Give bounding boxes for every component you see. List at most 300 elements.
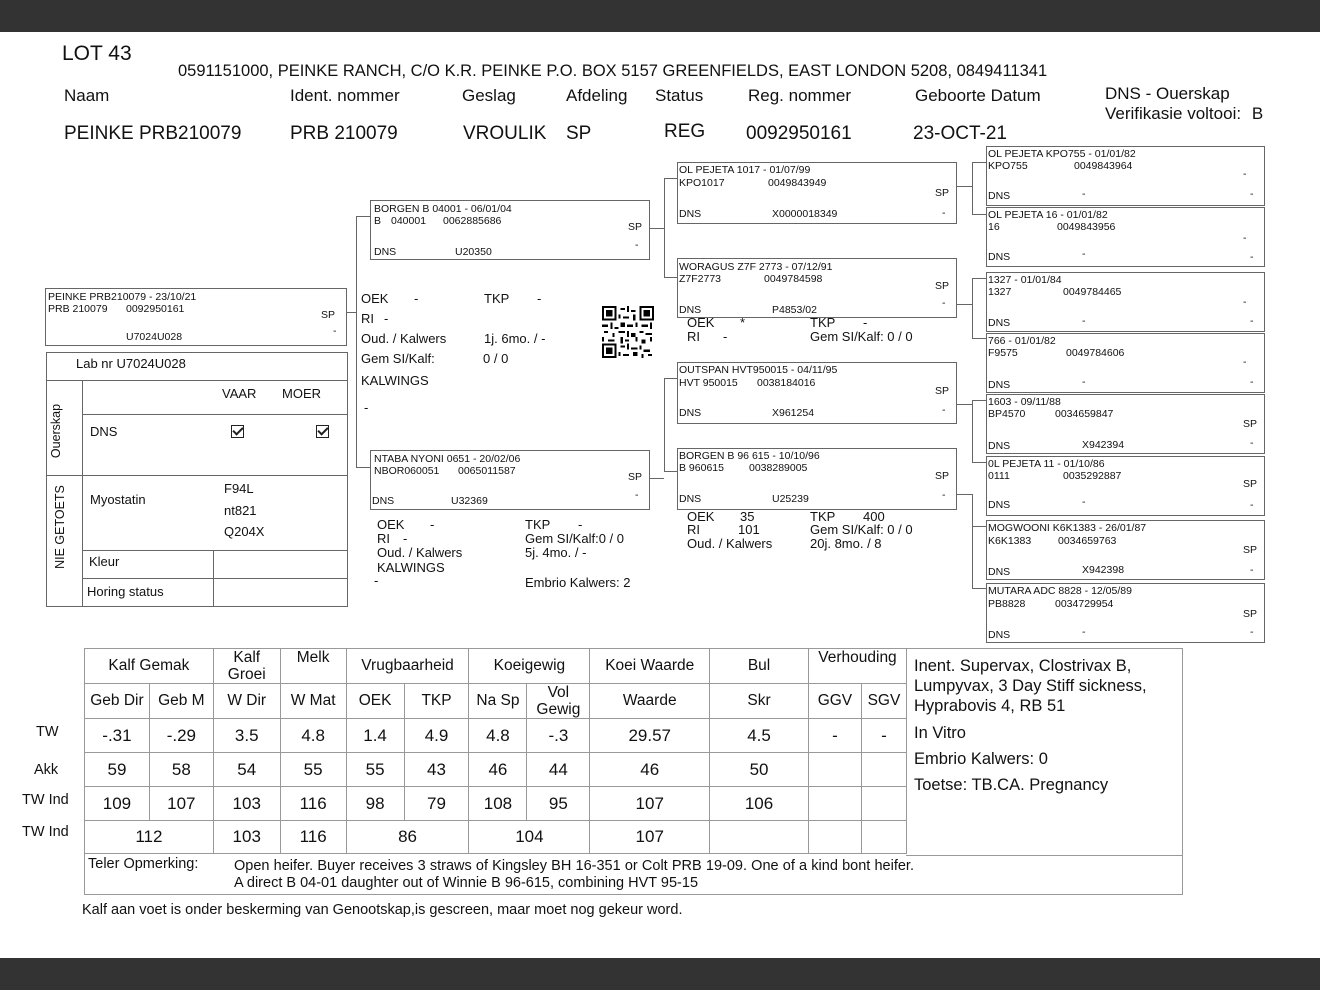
row-label-tw: TW (36, 724, 59, 740)
akk-cell: 46 (469, 753, 527, 787)
sub-tkp: TKP (404, 684, 469, 719)
group-kalf-gemak: Kalf Gemak (85, 649, 214, 684)
ggp-title: OL PEJETA 16 - 01/01/82 (988, 209, 1108, 221)
twind-cell: 79 (404, 787, 469, 821)
gp-reg: 0038184016 (757, 377, 816, 389)
akk-cell (861, 753, 906, 787)
sire-dns: DNS (374, 246, 397, 258)
gp4-oek-value: 35 (740, 509, 755, 524)
bottom-bar (0, 958, 1320, 990)
gp2-ri-value: - (723, 329, 728, 344)
gp2-gem: Gem SI/Kalf: 0 / 0 (810, 329, 913, 344)
dam-ri: RI (377, 531, 390, 546)
toetse-note: Toetse: TB.CA. Pregnancy (914, 776, 1109, 794)
connector-line (955, 494, 972, 495)
ggp-dash2: - (1250, 376, 1254, 388)
sire-title: BORGEN B 04001 - 06/01/04 (374, 203, 512, 215)
lab-vaar: VAAR (222, 386, 257, 401)
gp2-tkp-value: - (863, 315, 868, 330)
tw-cell: 4.8 (469, 719, 527, 753)
gp-reg: 0049784598 (764, 273, 823, 285)
dam-oek: OEK (377, 517, 405, 532)
connector-line (972, 278, 986, 279)
embrio-note: Embrio Kalwers: 0 (914, 750, 1048, 768)
gp-box-2 (677, 258, 957, 318)
connector-line (648, 478, 664, 479)
ggp-dns: DNS (988, 566, 1011, 578)
ggp-ident: BP4570 (988, 408, 1026, 420)
sub-ggv: GGV (808, 684, 861, 719)
akk-cell: 54 (213, 753, 280, 787)
footer-note: Kalf aan voet is onder beskerming van Genootskap,is gescreen, maar moet nog gekeur word. (82, 902, 683, 918)
ggp-code: - (1082, 315, 1086, 327)
dam-ident: NBOR060051 (374, 465, 440, 477)
ggp-code: X942394 (1082, 439, 1125, 451)
ggp-ident: F9575 (988, 347, 1018, 359)
ggp-dns: DNS (988, 379, 1011, 391)
connector-line (972, 588, 986, 589)
connector-line (664, 277, 677, 278)
connector-line (972, 214, 986, 215)
dam-kalwings: KALWINGS (377, 560, 445, 575)
ggp-box-5 (986, 394, 1265, 454)
sire-ident-a: B (374, 215, 382, 227)
akk-cell: 43 (404, 753, 469, 787)
dam-dns: DNS (372, 495, 395, 507)
ggp-ident: 0111 (988, 470, 1010, 482)
ggp-dash2: - (1250, 437, 1254, 449)
connector-line (955, 186, 972, 187)
group-vrugbaarheid: Vrugbaarheid (346, 649, 469, 684)
gp4-tkp-value: 400 (863, 509, 885, 524)
ggp-code: X942398 (1082, 564, 1125, 576)
animal-ident: PRB 210079 (48, 303, 108, 315)
animal-box (45, 288, 347, 346)
ggp-ident: 1327 (988, 286, 1012, 298)
twind-cell: 107 (590, 787, 710, 821)
tw-cell: 4.8 (280, 719, 346, 753)
ggp-dash2: - (1250, 499, 1254, 511)
tw-cell: 1.4 (346, 719, 404, 753)
dam-kalwings-value: - (374, 573, 379, 588)
twind2-cell: 103 (213, 821, 280, 854)
ggp-reg: 0049843964 (1074, 160, 1133, 172)
group-verhouding: Verhouding (808, 649, 906, 684)
gp-box-1 (677, 162, 957, 224)
gp4-oud-value: 20j. 8mo. / 8 (810, 536, 882, 551)
inent-note: Inent. Supervax, Clostrivax B, Lumpyvax, 3 Day Stiff sickness, Hyprabovis 4, RB 51 (914, 657, 1147, 715)
gp-sp: SP (935, 385, 950, 397)
twind-cell: 116 (280, 787, 346, 821)
akk-cell: 44 (527, 753, 590, 787)
sire-kalwings: KALWINGS (361, 373, 429, 388)
gp-sp: SP (935, 187, 950, 199)
connector-line (664, 378, 665, 472)
ggp-title: 1327 - 01/01/84 (988, 274, 1062, 286)
connector-line (972, 400, 973, 462)
connector-line (955, 304, 972, 305)
row-label-akk: Akk (34, 762, 59, 778)
ggp-box-1 (986, 146, 1265, 206)
moer-check-icon (316, 425, 329, 438)
value-ident: PRB 210079 (290, 123, 398, 144)
row-label-twind: TW Ind (22, 792, 69, 808)
gp-title: WORAGUS Z7F 2773 - 07/12/91 (679, 261, 833, 273)
connector-line (664, 178, 677, 179)
tw-cell: -.31 (85, 719, 150, 753)
header-ident: Ident. nommer (290, 86, 400, 105)
owner-address: 0591151000, PEINKE RANCH, C/O K.R. PEINKE P.O. BOX 5157 GREENFIELDS, EAST LONDON 5208, 0849411341 (178, 62, 1048, 80)
group-melk: Melk (280, 649, 346, 684)
value-status: REG (664, 121, 706, 142)
sire-tkp: TKP (484, 291, 510, 306)
lab-divider (83, 550, 347, 551)
gp-ident: HVT 950015 (679, 377, 738, 389)
dam-code: U32369 (451, 495, 488, 507)
qr-code (600, 306, 656, 358)
gp2-tkp: TKP (810, 315, 836, 330)
twind-cell: 109 (85, 787, 150, 821)
ggp-reg: 0034659847 (1055, 408, 1114, 420)
dam-dash: - (635, 489, 639, 501)
group-kalf-groei: Kalf Groei (213, 649, 280, 684)
twind2-cell (808, 821, 861, 854)
connector-line (972, 526, 986, 527)
tw-cell: - (861, 719, 906, 753)
connector-line (356, 216, 357, 468)
myostatin-value-2: nt821 (224, 503, 257, 518)
ggp-title: 766 - 01/01/82 (988, 335, 1056, 347)
lab-kleur: Kleur (89, 554, 120, 569)
twind2-cell (861, 821, 906, 854)
performance-table (84, 648, 907, 854)
gp4-ri: RI (687, 522, 700, 537)
ggp-reg: 0034729954 (1055, 598, 1114, 610)
twind-cell: 98 (346, 787, 404, 821)
animal-code: U7024U028 (126, 331, 183, 343)
dam-tkp: TKP (525, 517, 551, 532)
gp-dash: - (942, 207, 946, 219)
row-label-twind-2: TW Ind (22, 824, 69, 840)
ggp-dash2: - (1250, 251, 1254, 263)
ggp-ident: K6K1383 (988, 535, 1032, 547)
gp-dash: - (942, 489, 946, 501)
gp-title: OL PEJETA 1017 - 01/07/99 (679, 164, 811, 176)
ggp-dash2: - (1250, 188, 1254, 200)
sire-gem: Gem SI/Kalf: (361, 351, 435, 366)
gp-title: OUTSPAN HVT950015 - 04/11/95 (679, 364, 838, 376)
dam-embrio: Embrio Kalwers: 2 (525, 575, 631, 590)
dam-title: NTABA NYONI 0651 - 20/02/06 (374, 453, 521, 465)
ggp-dns: DNS (988, 629, 1011, 641)
group-koeigewig: Koeigewig (469, 649, 590, 684)
tw-cell: 4.5 (710, 719, 809, 753)
twind-cell: 107 (149, 787, 213, 821)
lab-number: Lab nr U7024U028 (76, 356, 186, 371)
connector-line (356, 216, 370, 217)
vitro-note: In Vitro (914, 724, 966, 742)
animal-title: PEINKE PRB210079 - 23/10/21 (48, 291, 197, 303)
ggp-sp: SP (1243, 608, 1258, 620)
akk-cell: 55 (346, 753, 404, 787)
sire-ri-value: - (384, 311, 389, 326)
sire-oek-value: - (414, 291, 419, 306)
sub-na-sp: Na Sp (469, 684, 527, 719)
gp-box-3 (677, 362, 957, 424)
value-reg: 0092950161 (746, 123, 852, 144)
sub-geb-dir: Geb Dir (85, 684, 150, 719)
gp4-tkp: TKP (810, 509, 836, 524)
ggp-title: MUTARA ADC 8828 - 12/05/89 (988, 585, 1132, 597)
lab-divider (47, 475, 347, 476)
sire-box (370, 200, 650, 260)
tw-cell: -.3 (527, 719, 590, 753)
gp4-gem: Gem SI/Kalf: 0 / 0 (810, 522, 913, 537)
ggp-dash: - (1243, 232, 1247, 244)
ggp-box-8 (986, 583, 1265, 643)
header-geslag: Geslag (462, 86, 516, 105)
ggp-sp: SP (1243, 478, 1258, 490)
gp-reg: 0038289005 (749, 462, 808, 474)
akk-cell (808, 753, 861, 787)
lab-divider (83, 414, 347, 415)
ggp-box-7 (986, 520, 1265, 580)
gp2-oek-value: * (740, 315, 746, 330)
header-reg: Reg. nommer (748, 86, 851, 105)
connector-line (955, 404, 972, 405)
connector-line (972, 338, 986, 339)
connector-line (664, 178, 665, 278)
twind-cell: 106 (710, 787, 809, 821)
sire-kalwings-value: - (364, 400, 369, 415)
twind-cell: 103 (213, 787, 280, 821)
ggp-dash: - (1243, 168, 1247, 180)
connector-line (346, 312, 356, 313)
ggp-reg: 0049843956 (1057, 221, 1116, 233)
ggp-code: - (1082, 496, 1086, 508)
lab-nie-getoets: NIE GETOETS (53, 485, 67, 569)
ggp-box-6 (986, 456, 1265, 516)
dam-sp: SP (628, 471, 643, 483)
gp-code: X961254 (772, 407, 815, 419)
dam-reg: 0065011587 (458, 465, 516, 477)
ggp-reg: 0049784465 (1063, 286, 1122, 298)
ggp-ident: 16 (988, 221, 1000, 233)
tw-cell: - (808, 719, 861, 753)
sub-sgv: SGV (861, 684, 906, 719)
sub-oek: OEK (346, 684, 404, 719)
sire-dash: - (635, 239, 639, 251)
ggp-title: 0L PEJETA 11 - 01/10/86 (988, 458, 1105, 470)
twind2-cell: 107 (590, 821, 710, 854)
tw-cell: 29.57 (590, 719, 710, 753)
gp-sp: SP (935, 470, 950, 482)
ggp-dns: DNS (988, 251, 1011, 263)
gp-code: P4853/02 (772, 304, 817, 316)
connector-line (972, 462, 986, 463)
animal-dash: - (333, 325, 337, 337)
ggp-title: MOGWOONI K6K1383 - 26/01/87 (988, 522, 1147, 534)
twind-cell (861, 787, 906, 821)
header-verifikasie (1105, 104, 1263, 124)
ggp-code: - (1082, 626, 1086, 638)
ggp-dash2: - (1250, 564, 1254, 576)
gp-dns: DNS (679, 304, 702, 316)
twind2-cell: 116 (280, 821, 346, 854)
ggp-ident: KPO755 (988, 160, 1028, 172)
gp-dash: - (942, 404, 946, 416)
gp-dns: DNS (679, 208, 702, 220)
gp4-oud: Oud. / Kalwers (687, 536, 773, 551)
sub-geb-m: Geb M (149, 684, 213, 719)
connector-line (664, 378, 677, 379)
gp-code: X0000018349 (772, 208, 838, 220)
lab-divider (47, 380, 347, 381)
ggp-dash2: - (1250, 626, 1254, 638)
sire-tkp-value: - (537, 291, 542, 306)
lab-moer: MOER (282, 386, 321, 401)
dam-oek-value: - (430, 517, 435, 532)
connector-line (648, 228, 664, 229)
ggp-reg: 0035292887 (1063, 470, 1122, 482)
group-bul: Bul (710, 649, 809, 684)
sire-ri: RI (361, 311, 374, 326)
value-naam: PEINKE PRB210079 (64, 123, 242, 144)
vaar-check-icon (231, 425, 244, 438)
lab-divider (83, 578, 347, 579)
ggp-reg: 0049784606 (1066, 347, 1125, 359)
ggp-dash2: - (1250, 315, 1254, 327)
tw-cell: -.29 (149, 719, 213, 753)
connector-line (972, 162, 973, 214)
header-afdeling: Afdeling (566, 86, 628, 105)
ggp-title: 1603 - 09/11/88 (988, 396, 1061, 408)
lab-horing: Horing status (87, 584, 164, 599)
sub-vol-gewig: Vol Gewig (527, 684, 590, 719)
akk-cell: 50 (710, 753, 809, 787)
lab-ouerskap: Ouerskap (49, 403, 63, 459)
sire-reg: 0062885686 (443, 215, 502, 227)
group-koei-waarde: Koei Waarde (590, 649, 710, 684)
tw-cell: 3.5 (213, 719, 280, 753)
teler-label: Teler Opmerking: (88, 856, 199, 872)
gp-code: U25239 (772, 493, 809, 505)
animal-reg: 0092950161 (126, 303, 185, 315)
connector-line (972, 162, 986, 163)
header-dns: DNS - Ouerskap (1105, 84, 1230, 103)
verifikasie-value: B (1251, 104, 1264, 123)
akk-cell: 46 (590, 753, 710, 787)
gp-dns: DNS (679, 407, 702, 419)
sire-code: U20350 (455, 246, 492, 258)
akk-cell: 59 (85, 753, 150, 787)
myostatin-value-3: Q204X (224, 524, 265, 539)
dam-gem: Gem SI/Kalf:0 / 0 (525, 531, 624, 546)
ggp-dns: DNS (988, 317, 1011, 329)
akk-cell: 55 (280, 753, 346, 787)
value-geboorte: 23-OCT-21 (913, 123, 1007, 144)
sub-w-mat: W Mat (280, 684, 346, 719)
ggp-code: - (1082, 248, 1086, 260)
header-naam: Naam (64, 86, 110, 105)
sire-sp: SP (628, 221, 643, 233)
ggp-dash: - (1243, 356, 1247, 368)
twind-cell (808, 787, 861, 821)
ggp-dns: DNS (988, 190, 1011, 202)
twind-cell: 95 (527, 787, 590, 821)
value-afdeling: SP (566, 123, 592, 144)
sub-waarde: Waarde (590, 684, 710, 719)
dam-box (370, 450, 650, 510)
gp4-oek: OEK (687, 509, 715, 524)
connector-line (664, 471, 677, 472)
ggp-reg: 0034659763 (1058, 535, 1117, 547)
sire-oud: Oud. / Kalwers (361, 331, 447, 346)
ggp-sp: SP (1243, 418, 1258, 430)
top-bar (0, 0, 1320, 32)
twind2-cell: 86 (346, 821, 469, 854)
sire-oek: OEK (361, 291, 389, 306)
connector-line (972, 400, 986, 401)
gp-reg: 0049843949 (768, 177, 827, 189)
ggp-code: - (1082, 188, 1086, 200)
ggp-dns: DNS (988, 440, 1011, 452)
ggp-dash: - (1243, 296, 1247, 308)
animal-sp: SP (321, 309, 336, 321)
gp2-oek: OEK (687, 315, 715, 330)
lab-dns: DNS (90, 424, 118, 439)
ggp-ident: PB8828 (988, 598, 1026, 610)
connector-line (972, 494, 973, 588)
connector-line (356, 467, 370, 468)
dam-oud: Oud. / Kalwers (377, 545, 463, 560)
ggp-box-3 (986, 272, 1265, 332)
ggp-box-4 (986, 333, 1265, 393)
dam-tkp-value: - (578, 517, 583, 532)
sub-w-dir: W Dir (213, 684, 280, 719)
lab-divider (213, 550, 214, 606)
akk-cell: 58 (149, 753, 213, 787)
ggp-dns: DNS (988, 499, 1011, 511)
myostatin-value-1: F94L (224, 481, 254, 496)
header-status: Status (655, 86, 704, 105)
twind2-cell (710, 821, 809, 854)
sire-oud-value: 1j. 6mo. / - (484, 331, 546, 346)
gp-dns: DNS (679, 493, 702, 505)
gp-dash: - (942, 297, 946, 309)
ggp-title: OL PEJETA KPO755 - 01/01/82 (988, 148, 1136, 160)
gp-ident: Z7F2773 (679, 273, 722, 285)
dam-oud-value: 5j. 4mo. / - (525, 545, 587, 560)
ggp-box-2 (986, 207, 1265, 267)
teler-text: Open heifer. Buyer receives 3 straws of Kingsley BH 16-351 or Colt PRB 19-09. One of a kind bont heifer. A direct B 04-01 daughter out of Winnie B 96-615, combining HVT 95-15 (234, 858, 914, 891)
twind-cell: 108 (469, 787, 527, 821)
twind2-cell: 112 (85, 821, 214, 854)
gp-title: BORGEN B 96 615 - 10/10/96 (679, 450, 820, 462)
gp-ident: B 960615 (679, 462, 724, 474)
gp-ident: KPO1017 (679, 177, 725, 189)
sire-gem-value: 0 / 0 (483, 351, 509, 366)
gp-box-4 (677, 448, 957, 510)
gp4-ri-value: 101 (738, 522, 760, 537)
connector-line (972, 278, 973, 338)
lot-number: LOT 43 (62, 42, 132, 65)
ggp-sp: SP (1243, 544, 1258, 556)
verifikasie-label: Verifikasie voltooi: (1105, 104, 1242, 123)
tw-cell: 4.9 (404, 719, 469, 753)
ggp-code: - (1082, 376, 1086, 388)
gp2-ri: RI (687, 329, 700, 344)
